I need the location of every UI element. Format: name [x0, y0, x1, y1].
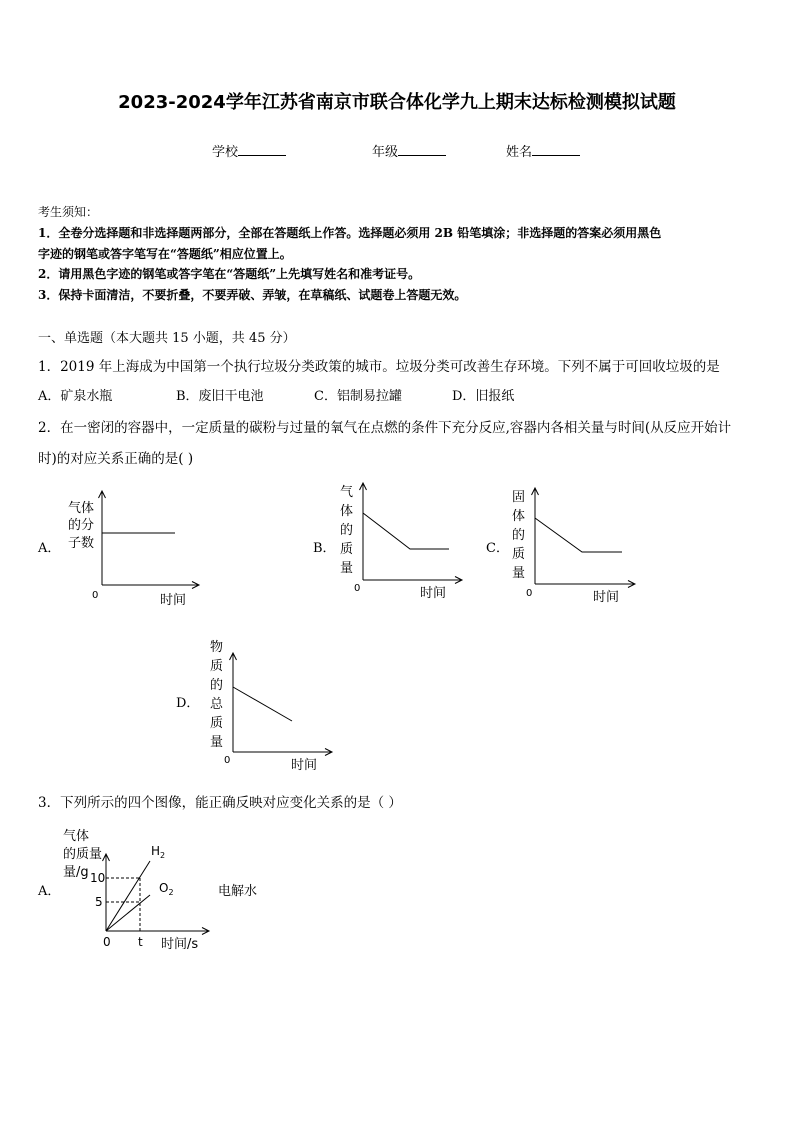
ylabel-6: 量	[210, 735, 224, 750]
xlabel: 时间/s	[161, 937, 199, 952]
q3-option-a-caption: 电解水	[218, 884, 258, 899]
h2-label: $H_2$	[151, 844, 166, 860]
ytick-10: 10	[90, 871, 106, 885]
ylabel-3: 的	[340, 523, 354, 538]
q2-graph-a	[60, 488, 210, 613]
xlabel: 时间	[291, 758, 318, 773]
q1-option-c[interactable]: C．铝制易拉罐	[314, 389, 402, 404]
q2-stem-line-2: 时)的对应关系正确的是( )	[38, 451, 194, 467]
origin-label: 0	[354, 583, 361, 594]
notice-line-2: 字迹的钢笔或答字笔写在“答题纸”相应位置上。	[38, 247, 292, 261]
ylabel-4: 质	[340, 542, 354, 557]
ylabel-3: 量/g	[63, 865, 89, 880]
q1-option-b[interactable]: B．废旧干电池	[176, 389, 264, 404]
school-field[interactable]	[212, 141, 286, 160]
q2-graph-d	[200, 636, 340, 776]
ylabel-2: 体	[340, 504, 354, 519]
ylabel-1: 固	[512, 490, 526, 505]
data-line	[363, 513, 449, 549]
xlabel: 时间	[593, 590, 620, 605]
q1-option-a[interactable]: A．矿泉水瓶	[38, 389, 113, 404]
page-title: 2023-2024学年江苏省南京市联合体化学九上期末达标检测模拟试题	[118, 92, 676, 113]
h2-line	[106, 861, 150, 931]
section-heading: 一、单选题（本大题共 15 小题，共 45 分）	[38, 331, 296, 346]
xlabel: 时间	[160, 593, 187, 608]
ylabel-3: 的	[210, 678, 224, 693]
notice-line-3: 2．请用黑色字迹的钢笔或答字笔在“答题纸”上先填写姓名和准考证号。	[38, 267, 421, 281]
origin-label: 0	[526, 588, 533, 599]
school-blank[interactable]	[238, 141, 286, 156]
name-blank[interactable]	[532, 141, 580, 156]
data-line	[233, 687, 292, 721]
notice-heading: 考生须知：	[38, 205, 99, 219]
school-label: 学校	[212, 145, 239, 160]
q2-stem-line-1: 2．在一密闭的容器中，一定质量的碳粉与过量的氧气在点燃的条件下充分反应,容器内各相关量与时间(从反应开始计	[38, 420, 732, 436]
o2-label: $O_2$	[159, 881, 174, 897]
notice-line-1: 1．全卷分选择题和非选择题两部分，全部在答题纸上作答。选择题必须用 2B 铅笔填涂；非选择题的答案必须用黑色	[38, 226, 662, 240]
ylabel-2: 的分	[68, 518, 95, 533]
ylabel-5: 量	[340, 561, 354, 576]
ylabel-1: 物	[210, 640, 224, 655]
ylabel-3: 子数	[68, 536, 95, 551]
ytick-5: 5	[95, 895, 103, 909]
name-label: 姓名	[506, 145, 533, 160]
notice-line-4: 3．保持卡面清洁，不要折叠，不要弄破、弄皱，在草稿纸、试题卷上答题无效。	[38, 288, 467, 302]
ylabel-2: 质	[210, 659, 224, 674]
q1-stem: 1．2019 年上海成为中国第一个执行垃圾分类政策的城市。垃圾分类可改善生存环境。下列不属于可回收垃圾的是	[38, 359, 720, 375]
data-line	[535, 518, 622, 552]
ylabel-3: 的	[512, 528, 526, 543]
grade-field[interactable]	[372, 141, 446, 160]
ylabel-4: 总	[210, 697, 224, 712]
origin-label: 0	[224, 755, 231, 766]
xlabel: 时间	[420, 586, 447, 601]
origin-label: 0	[92, 590, 99, 601]
q2-graph-c	[504, 482, 644, 612]
ylabel-5: 量	[512, 566, 526, 581]
t-label: t	[138, 935, 143, 949]
q1-option-d[interactable]: D．旧报纸	[452, 389, 515, 404]
q2-option-c-letter[interactable]: C．	[486, 541, 509, 556]
name-field[interactable]	[506, 141, 580, 160]
q2-option-d-letter[interactable]: D．	[176, 696, 200, 711]
grade-blank[interactable]	[398, 141, 446, 156]
q2-graph-b	[330, 478, 470, 608]
q3-graph-a	[58, 825, 218, 953]
q2-option-a-letter[interactable]: A．	[38, 541, 61, 556]
q2-option-b-letter[interactable]: B．	[313, 541, 336, 556]
origin-label: 0	[103, 935, 111, 949]
ylabel-5: 质	[210, 716, 224, 731]
ylabel-1: 气体	[68, 501, 95, 516]
q3-option-a-letter[interactable]: A．	[38, 884, 61, 899]
ylabel-4: 质	[512, 547, 526, 562]
ylabel-1: 气体	[63, 829, 90, 844]
q3-stem: 3．下列所示的四个图像，能正确反映对应变化关系的是（ ）	[38, 795, 402, 811]
grade-label: 年级	[372, 145, 399, 160]
ylabel-2: 体	[512, 509, 526, 524]
ylabel-2: 的质量	[63, 847, 103, 862]
o2-line	[106, 895, 150, 931]
ylabel-1: 气	[340, 485, 354, 500]
